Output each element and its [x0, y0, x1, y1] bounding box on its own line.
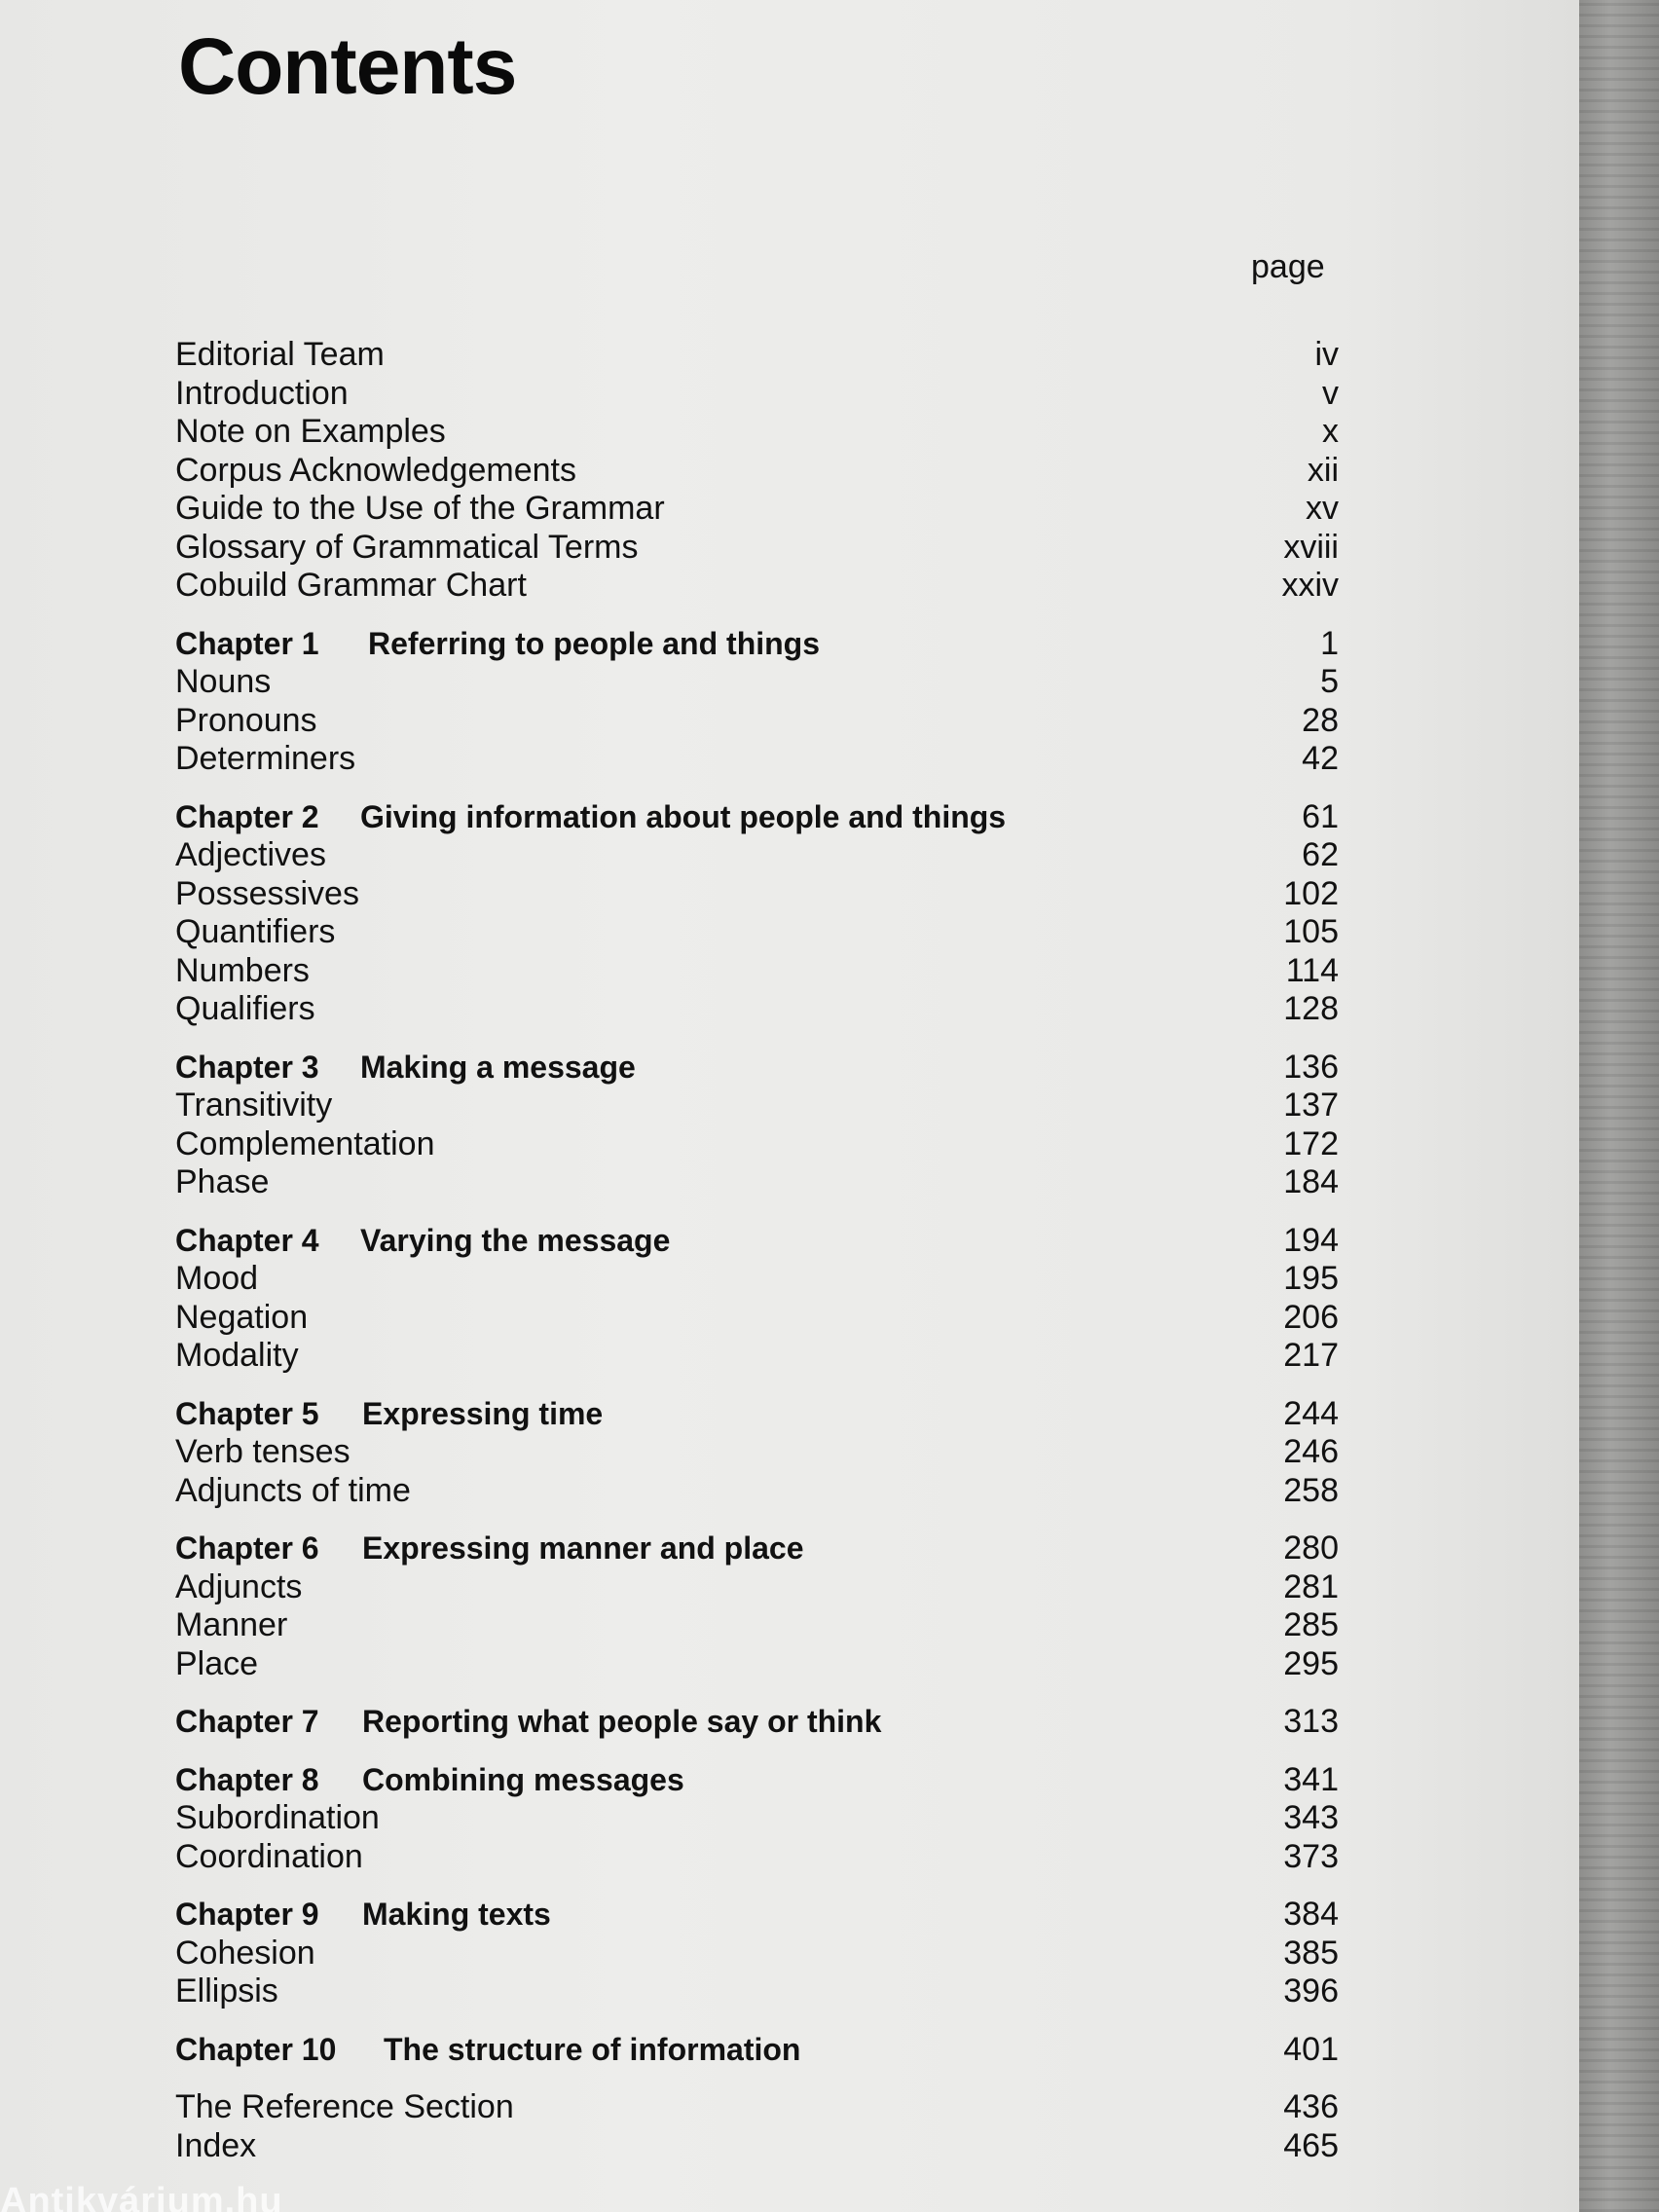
chapter-title: Varying the message [360, 1222, 671, 1258]
chapter-page: 401 [1283, 2030, 1339, 2068]
chapter-page: 280 [1283, 1530, 1339, 1567]
toc-entry-label: Guide to the Use of the Grammar [175, 490, 665, 527]
toc-entry-page: v [1322, 374, 1339, 412]
page-column-label: page [1251, 248, 1325, 285]
section-page: 105 [1283, 913, 1339, 950]
chapter-heading [175, 624, 1339, 663]
chapter-heading [175, 1394, 1339, 1433]
section-page: 258 [1283, 1471, 1339, 1509]
section-entry [175, 1605, 1339, 1644]
section-page: 246 [1283, 1433, 1339, 1470]
toc-entry-label: Index [175, 2126, 257, 2164]
chapter-number: Chapter 6 [175, 1530, 319, 1566]
page-title: Contents [178, 22, 517, 111]
chapter-heading [175, 2030, 1339, 2069]
section-page: 5 [1320, 663, 1339, 700]
toc-entry-page: xviii [1283, 528, 1339, 566]
toc-entry-label: The Reference Section [175, 2088, 514, 2125]
toc-entry-label: Editorial Team [175, 336, 385, 373]
section-page: 285 [1283, 1606, 1339, 1643]
section-page: 114 [1285, 951, 1339, 989]
toc-entry [175, 528, 1339, 567]
section-entry [175, 874, 1339, 913]
section-page: 385 [1283, 1934, 1339, 1972]
section-entry [175, 1644, 1339, 1683]
section-label: Mood [175, 1260, 259, 1297]
chapter-title: Making a message [360, 1049, 636, 1085]
back-matter-entry [175, 2087, 1339, 2126]
section-entry [175, 1124, 1339, 1163]
chapter-number: Chapter 3 [175, 1049, 319, 1085]
section-entry [175, 1798, 1339, 1837]
section-entry [175, 1471, 1339, 1510]
chapter-number: Chapter 2 [175, 798, 319, 834]
section-entry [175, 1567, 1339, 1606]
section-label: Pronouns [175, 701, 317, 739]
section-label: Adjuncts of time [175, 1471, 411, 1509]
section-entry [175, 1972, 1339, 2010]
section-page: 217 [1283, 1337, 1339, 1374]
section-label: Quantifiers [175, 913, 336, 950]
section-label: Place [175, 1644, 259, 1682]
chapter-title: The structure of information [384, 2031, 801, 2067]
section-page: 62 [1302, 836, 1339, 873]
section-entry [175, 1259, 1339, 1298]
toc-entry-label: Note on Examples [175, 413, 446, 450]
back-matter-entry [175, 2126, 1339, 2165]
section-entry [175, 701, 1339, 740]
section-label: Determiners [175, 740, 356, 777]
section-label: Phase [175, 1163, 270, 1200]
chapter-number: Chapter 7 [175, 1704, 319, 1739]
chapter-page: 313 [1283, 1703, 1339, 1740]
section-label: Adjectives [175, 836, 326, 873]
chapter-title: Giving information about people and things [360, 798, 1007, 834]
section-entry [175, 1837, 1339, 1876]
chapter-page: 194 [1283, 1221, 1339, 1259]
section-entry [175, 1086, 1339, 1124]
chapter-heading [175, 1221, 1339, 1260]
book-binding-edge [1579, 0, 1659, 2212]
section-entry [175, 1934, 1339, 1972]
chapter-number: Chapter 4 [175, 1222, 319, 1258]
toc-entry-page: 436 [1283, 2088, 1339, 2125]
section-entry [175, 739, 1339, 778]
section-page: 137 [1283, 1087, 1339, 1124]
toc-entry [175, 335, 1339, 374]
section-page: 373 [1283, 1837, 1339, 1875]
chapter-number: Chapter 8 [175, 1761, 319, 1797]
toc-entry [175, 489, 1339, 528]
chapter-heading [175, 1895, 1339, 1934]
chapter-number: Chapter 10 [175, 2031, 337, 2067]
section-label: Adjuncts [175, 1567, 303, 1605]
section-page: 281 [1283, 1567, 1339, 1605]
toc-entry-page: iv [1314, 336, 1339, 373]
section-label: Negation [175, 1298, 309, 1336]
chapter-heading [175, 1702, 1339, 1741]
toc-entry-page: x [1322, 413, 1339, 450]
toc-entry [175, 374, 1339, 413]
toc-entry-page: 465 [1283, 2126, 1339, 2164]
chapter-number: Chapter 5 [175, 1395, 319, 1431]
toc-entry-label: Glossary of Grammatical Terms [175, 528, 639, 566]
chapter-page: 136 [1283, 1048, 1339, 1086]
section-page: 396 [1283, 1972, 1339, 2009]
chapter-heading [175, 1760, 1339, 1799]
section-entry [175, 951, 1339, 990]
section-entry [175, 912, 1339, 951]
chapter-page: 244 [1283, 1394, 1339, 1432]
toc-entry [175, 412, 1339, 451]
chapter-heading [175, 1529, 1339, 1567]
section-label: Subordination [175, 1799, 380, 1836]
section-page: 128 [1283, 990, 1339, 1027]
chapter-page: 61 [1302, 797, 1339, 835]
chapter-title: Combining messages [362, 1761, 684, 1797]
section-label: Numbers [175, 951, 310, 989]
section-label: Complementation [175, 1124, 435, 1162]
watermark: Antikvárium.hu [0, 2181, 283, 2212]
section-entry [175, 989, 1339, 1028]
section-label: Nouns [175, 663, 272, 700]
section-label: Transitivity [175, 1087, 333, 1124]
chapter-title: Referring to people and things [368, 625, 821, 661]
chapter-title: Making texts [362, 1897, 551, 1932]
section-label: Cohesion [175, 1934, 315, 1972]
section-label: Verb tenses [175, 1433, 350, 1470]
chapter-title: Reporting what people say or think [362, 1704, 882, 1739]
section-page: 172 [1283, 1124, 1339, 1162]
toc-entry [175, 451, 1339, 490]
toc-entry-page: xii [1307, 451, 1339, 489]
section-label: Qualifiers [175, 990, 315, 1027]
section-entry [175, 1336, 1339, 1375]
chapter-heading [175, 1048, 1339, 1087]
section-label: Manner [175, 1606, 288, 1643]
section-label: Ellipsis [175, 1972, 278, 2009]
section-entry [175, 835, 1339, 874]
section-entry [175, 1432, 1339, 1471]
toc-entry-label: Corpus Acknowledgements [175, 451, 577, 489]
section-page: 206 [1283, 1298, 1339, 1336]
section-page: 184 [1283, 1163, 1339, 1200]
section-page: 102 [1283, 874, 1339, 912]
chapter-title: Expressing manner and place [362, 1530, 804, 1566]
section-page: 195 [1283, 1260, 1339, 1297]
chapter-page: 384 [1283, 1896, 1339, 1933]
section-label: Possessives [175, 874, 359, 912]
chapter-heading [175, 797, 1339, 836]
section-label: Coordination [175, 1837, 363, 1875]
chapter-number: Chapter 9 [175, 1897, 319, 1932]
toc-entry-page: xxiv [1281, 567, 1339, 604]
section-entry [175, 662, 1339, 701]
chapter-title: Expressing time [362, 1395, 604, 1431]
toc-entry-label: Introduction [175, 374, 349, 412]
section-page: 28 [1302, 701, 1339, 739]
section-entry [175, 1162, 1339, 1201]
section-page: 343 [1283, 1799, 1339, 1836]
toc-entry-label: Cobuild Grammar Chart [175, 567, 527, 604]
toc-entry [175, 566, 1339, 605]
section-page: 42 [1302, 740, 1339, 777]
toc-entry-page: xv [1306, 490, 1339, 527]
chapter-number: Chapter 1 [175, 625, 319, 661]
section-page: 295 [1283, 1644, 1339, 1682]
section-label: Modality [175, 1337, 299, 1374]
chapter-page: 341 [1283, 1760, 1339, 1798]
section-entry [175, 1298, 1339, 1337]
chapter-page: 1 [1320, 624, 1339, 662]
